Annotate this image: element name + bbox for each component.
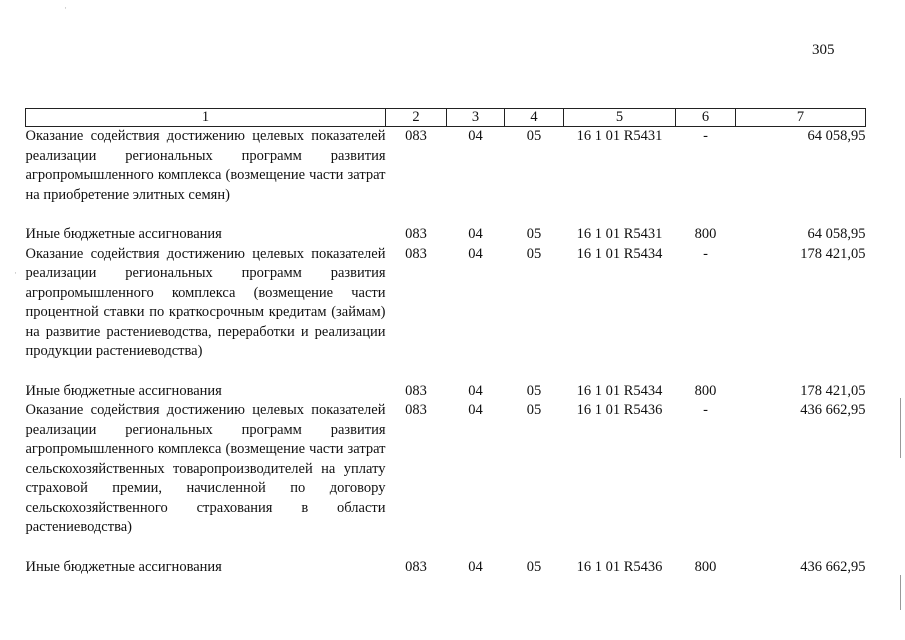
ministry-code: 083 (405, 402, 427, 418)
subsection-code: 05 (526, 402, 542, 418)
column-header: 2 (386, 109, 447, 127)
row-description: Иные бюджетные ассигнования (25, 382, 222, 399)
subsection-code: 05 (526, 558, 542, 575)
scan-edge-mark (900, 398, 901, 458)
ministry-code: 083 (405, 226, 427, 242)
amount: 436 662,95 (800, 558, 866, 575)
budget-table (25, 108, 866, 577)
column-header: 7 (736, 109, 866, 127)
expense-type-code: 800 (694, 382, 717, 399)
subsection-code: 05 (526, 226, 542, 242)
expense-type-code: - (703, 245, 708, 262)
ministry-code: 083 (405, 382, 427, 399)
column-header: 6 (676, 109, 736, 127)
scan-dot: · (64, 3, 67, 13)
header-row (26, 109, 866, 127)
scan-dot: · (14, 268, 17, 278)
expense-type-code: - (703, 402, 708, 418)
table-row (26, 382, 866, 402)
target-article-code: 16 1 01 R5434 (576, 382, 663, 399)
amount: 64 058,95 (807, 226, 866, 242)
table-row (26, 225, 866, 245)
expense-type-code: - (703, 128, 708, 144)
column-header: 5 (564, 109, 676, 127)
table-row (26, 127, 866, 206)
section-code: 04 (468, 128, 483, 144)
ministry-code: 083 (405, 245, 427, 262)
target-article-code: 16 1 01 R5434 (576, 245, 663, 262)
expense-type-code: 800 (694, 226, 717, 242)
target-article-code: 16 1 01 R5431 (576, 128, 663, 144)
table-row (26, 245, 866, 362)
amount: 64 058,95 (807, 128, 866, 144)
section-code: 04 (468, 382, 483, 399)
scan-edge-mark (900, 575, 901, 610)
column-header: 1 (26, 109, 386, 127)
target-article-code: 16 1 01 R5431 (576, 226, 663, 242)
section-code: 04 (468, 402, 483, 418)
section-code: 04 (468, 558, 483, 575)
section-code: 04 (468, 226, 483, 242)
amount: 436 662,95 (800, 402, 866, 418)
row-description: Оказание содействия достижению целевых показателей реализации региональных программ развития агропромышленного комплекса (возмещение части затрат на приобретение элитных семян) (25, 128, 386, 203)
amount: 178 421,05 (800, 382, 866, 399)
amount: 178 421,05 (800, 245, 866, 262)
row-description: Оказание содействия достижению целевых показателей реализации региональных программ развития агропромышленного комплекса (возмещение части процентной ставки по краткосрочным кредитам (займам) на развитие растениеводства, переработки и реализации продукции растениеводства) (25, 245, 386, 359)
row-description: Иные бюджетные ассигнования (25, 226, 222, 242)
expense-type-code: 800 (694, 558, 717, 575)
row-description: Оказание содействия достижению целевых показателей реализации региональных программ развития агропромышленного комплекса (возмещение части затрат сельскохозяйственных товаропроизводителей на уплату страховой премии, начисленной по договору сельскохозяйственного страхования в области растениеводства) (25, 402, 386, 535)
ministry-code: 083 (405, 558, 427, 575)
subsection-code: 05 (526, 128, 542, 144)
column-header: 4 (505, 109, 564, 127)
target-article-code: 16 1 01 R5436 (576, 558, 663, 575)
row-description: Иные бюджетные ассигнования (25, 558, 222, 575)
subsection-code: 05 (526, 382, 542, 399)
section-code: 04 (468, 245, 483, 262)
table-row (26, 558, 866, 578)
target-article-code: 16 1 01 R5436 (576, 402, 663, 418)
table-row (26, 401, 866, 538)
page-number: 305 (812, 42, 835, 58)
subsection-code: 05 (526, 245, 542, 262)
ministry-code: 083 (405, 128, 427, 144)
column-header: 3 (447, 109, 505, 127)
